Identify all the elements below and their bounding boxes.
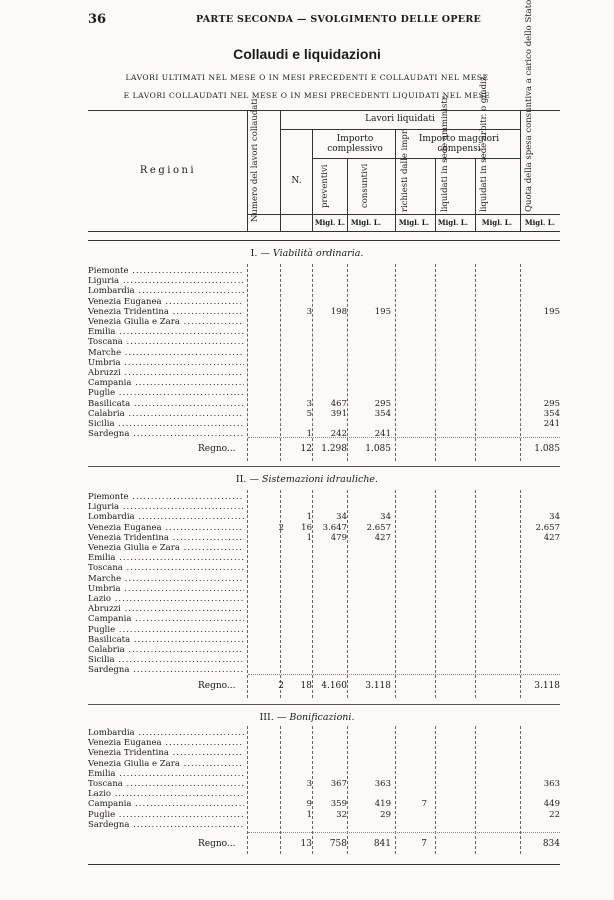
header-vline-2	[280, 110, 281, 231]
table-cell: 295	[374, 398, 391, 409]
total-cell: 7	[421, 839, 427, 849]
table-row	[88, 789, 560, 799]
header-lavori-liquidati: Lavori liquidati	[365, 114, 435, 124]
table-row	[88, 409, 560, 419]
table-row	[88, 358, 560, 368]
table-cell: 2.657	[366, 522, 391, 533]
table-cell: 363	[374, 779, 391, 789]
header-vline-3	[312, 129, 313, 231]
table-cell: 241	[374, 429, 391, 440]
header-vline-6	[435, 158, 436, 231]
table-cell: 3.647	[322, 522, 347, 533]
header-richiesti: richiesti dalle impr.	[400, 128, 410, 212]
region-name: Liguria .....	[88, 276, 244, 286]
region-name: Toscana .....	[88, 779, 244, 789]
region-name: Campania .....	[88, 614, 244, 624]
region-name: Venezia Giulia e Zara .....	[88, 759, 244, 769]
table-row	[88, 492, 560, 502]
total-cell: 1.085	[534, 444, 560, 454]
table-row	[88, 779, 560, 789]
page-number: 36	[88, 12, 107, 27]
section-top-rule	[88, 704, 560, 705]
region-name: Venezia Tridentina .....	[88, 307, 244, 317]
total-cell: 13	[300, 839, 312, 849]
table-cell: 359	[330, 799, 347, 810]
region-name: Marche .....	[88, 348, 244, 358]
table-row	[88, 748, 560, 758]
table-row	[88, 635, 560, 645]
header-top-rule	[88, 110, 560, 111]
table-cell: 3	[306, 306, 312, 317]
table-row	[88, 266, 560, 276]
region-name: Abruzzi .....	[88, 604, 244, 614]
table-cell: 367	[330, 779, 347, 789]
table-bottom-rule	[88, 864, 560, 865]
table-row	[88, 348, 560, 358]
table-cell: 29	[380, 809, 391, 820]
table-cell: 295	[543, 398, 560, 409]
header-importo-maggiori: Importo maggiori compensi	[418, 134, 500, 154]
region-name: Puglie .....	[88, 810, 244, 820]
table-cell: 32	[336, 809, 347, 820]
region-name: Venezia Euganea .....	[88, 297, 244, 307]
region-name: Sardegna .....	[88, 665, 244, 675]
table-cell: 16	[301, 522, 312, 533]
table-cell: 22	[549, 809, 560, 820]
table-row	[88, 399, 560, 409]
region-name: Venezia Euganea .....	[88, 523, 244, 533]
section-name: Bonificazioni.	[289, 712, 355, 723]
section-number: I. —	[250, 248, 270, 259]
total-cell: 1.085	[365, 444, 391, 454]
table-cell: 195	[543, 306, 560, 317]
region-name: Calabria .....	[88, 645, 244, 655]
table-row	[88, 728, 560, 738]
total-cell: 4.160	[321, 681, 347, 691]
page-title: Collaudi e liquidazioni	[233, 46, 381, 62]
region-name: Lombardia .....	[88, 728, 244, 738]
table-row	[88, 533, 560, 543]
table-cell: 3	[306, 398, 312, 409]
region-name: Sicilia .....	[88, 419, 244, 429]
table-row	[88, 337, 560, 347]
total-row	[88, 680, 560, 692]
region-name: Umbria .....	[88, 584, 244, 594]
region-name: Sardegna .....	[88, 429, 244, 439]
section-top-rule	[88, 466, 560, 467]
region-name: Toscana .....	[88, 563, 244, 573]
region-name: Basilicata .....	[88, 635, 244, 645]
table-cell: 354	[543, 408, 560, 419]
table-row	[88, 563, 560, 573]
table-row	[88, 297, 560, 307]
section-number: III. —	[259, 712, 287, 723]
region-name: Venezia Tridentina .....	[88, 748, 244, 758]
table-row	[88, 759, 560, 769]
section-title	[0, 474, 614, 485]
table-cell: 467	[330, 398, 347, 409]
subtitle-line-1: LAVORI ULTIMATI NEL MESE O IN MESI PRECEDENTI E COLLAUDATI NEL MESE	[125, 73, 489, 82]
table-cell: 9	[306, 799, 312, 810]
table-row	[88, 378, 560, 388]
region-name: Emilia .....	[88, 553, 244, 563]
table-row	[88, 553, 560, 563]
table-row	[88, 574, 560, 584]
unit-preventivi: Migl. L.	[314, 218, 346, 227]
table-row	[88, 502, 560, 512]
section-title	[0, 712, 614, 723]
table-row	[88, 769, 560, 779]
region-name: Lazio .....	[88, 594, 244, 604]
region-name: Venezia Giulia e Zara .....	[88, 543, 244, 553]
region-name: Sardegna .....	[88, 820, 244, 830]
region-name: Venezia Giulia e Zara .....	[88, 317, 244, 327]
table-cell: 419	[374, 799, 391, 810]
total-separator	[248, 437, 560, 438]
table-row	[88, 307, 560, 317]
header-vline-8	[520, 110, 521, 231]
table-row	[88, 419, 560, 429]
table-row	[88, 276, 560, 286]
region-name: Basilicata .....	[88, 399, 244, 409]
total-separator	[248, 674, 560, 675]
total-label: Regno...	[198, 444, 236, 454]
total-cell: 18	[300, 681, 312, 691]
running-head: PARTE SECONDA — SVOLGIMENTO DELLE OPERE	[196, 14, 482, 25]
table-row	[88, 584, 560, 594]
table-row	[88, 388, 560, 398]
table-cell: 7	[421, 799, 427, 810]
table-row	[88, 738, 560, 748]
total-cell: 1.298	[321, 444, 347, 454]
header-bottom-rule	[88, 231, 560, 232]
region-name: Piemonte .....	[88, 492, 244, 502]
total-cell: 2	[278, 681, 284, 691]
region-name: Venezia Euganea .....	[88, 738, 244, 748]
section-number: II. —	[235, 474, 259, 485]
table-row	[88, 645, 560, 655]
table-cell: 241	[543, 419, 560, 429]
table-row	[88, 512, 560, 522]
region-name: Abruzzi .....	[88, 368, 244, 378]
table-row	[88, 799, 560, 809]
table-cell: 2.657	[535, 522, 560, 533]
region-name: Marche .....	[88, 574, 244, 584]
region-name: Calabria .....	[88, 409, 244, 419]
header-vline-5	[395, 129, 396, 231]
total-separator	[248, 832, 560, 833]
table-row	[88, 604, 560, 614]
total-cell: 3.118	[365, 681, 391, 691]
section-top-rule	[88, 240, 560, 241]
header-vline-4	[347, 158, 348, 231]
unit-liquidati-amm: Migl. L.	[437, 218, 469, 227]
table-row	[88, 614, 560, 624]
table-cell: 34	[336, 512, 347, 523]
unit-consuntivi: Migl. L.	[350, 218, 382, 227]
header-unit-rule	[248, 214, 560, 215]
region-name: Liguria .....	[88, 502, 244, 512]
unit-quota: Migl. L.	[524, 218, 556, 227]
table-cell: 2	[278, 522, 284, 533]
region-name: Sicilia .....	[88, 655, 244, 665]
table-cell: 354	[374, 408, 391, 419]
table-row	[88, 317, 560, 327]
header-regioni: Regioni	[139, 165, 197, 176]
total-cell: 834	[542, 839, 560, 849]
region-name: Umbria .....	[88, 358, 244, 368]
table-row	[88, 523, 560, 533]
table-cell: 5	[306, 408, 312, 419]
region-name: Venezia Tridentina .....	[88, 533, 244, 543]
unit-liquidati-arb: Migl. L.	[481, 218, 513, 227]
table-row	[88, 625, 560, 635]
subtitle-line-2: E LAVORI COLLAUDATI NEL MESE O IN MESI PRECEDENTI LIQUIDATI NEL MESE	[123, 91, 491, 100]
total-cell: 758	[329, 839, 347, 849]
table-cell: 1	[306, 512, 312, 523]
region-name: Lombardia .....	[88, 512, 244, 522]
table-row	[88, 810, 560, 820]
header-preventivi: preventivi	[320, 164, 330, 208]
region-name: Toscana .....	[88, 337, 244, 347]
region-name: Lazio .....	[88, 789, 244, 799]
table-row	[88, 820, 560, 830]
region-name: Piemonte .....	[88, 266, 244, 276]
table-cell: 198	[330, 306, 347, 317]
table-row	[88, 594, 560, 604]
section-name: Viabilità ordinaria.	[272, 248, 364, 259]
table-row	[88, 286, 560, 296]
total-label: Regno...	[198, 839, 236, 849]
table-cell: 1	[306, 532, 312, 543]
header-importo-complessivo: Importo complessivo	[327, 134, 383, 154]
header-quota: Quota della spesa consuntiva a carico dello Stato	[524, 0, 534, 212]
table-cell: 363	[543, 779, 560, 789]
region-name: Campania .....	[88, 799, 244, 809]
total-row	[88, 443, 560, 455]
table-cell: 3	[306, 779, 312, 789]
table-cell: 479	[330, 532, 347, 543]
table-row	[88, 327, 560, 337]
header-n: N.	[291, 176, 302, 186]
table-cell: 195	[374, 306, 391, 317]
total-label: Regno...	[198, 681, 236, 691]
header-consuntivi: consuntivi	[360, 163, 370, 209]
table-row	[88, 543, 560, 553]
table-cell: 391	[330, 408, 347, 419]
table-row	[88, 368, 560, 378]
table-cell: 34	[549, 512, 560, 523]
page-header	[88, 8, 560, 28]
header-vline-7	[475, 158, 476, 231]
table-row	[88, 655, 560, 665]
header-numero-collaudati: Numero del lavori collaudati	[250, 98, 260, 222]
total-row	[88, 838, 560, 850]
header-liquidati-arb: liquidati in sede arbitr. o giudiz.	[479, 74, 489, 212]
section-title	[0, 248, 614, 259]
region-name: Puglie .....	[88, 388, 244, 398]
table-cell: 449	[543, 799, 560, 810]
region-name: Emilia .....	[88, 327, 244, 337]
table-cell: 427	[374, 532, 391, 543]
region-name: Lombardia .....	[88, 286, 244, 296]
region-name: Puglie .....	[88, 625, 244, 635]
total-cell: 12	[300, 444, 312, 454]
table-cell: 242	[330, 429, 347, 440]
header-liquidati-amm: liquidati in sede amministr.	[440, 94, 450, 212]
table-cell: 34	[380, 512, 391, 523]
unit-richiesti: Migl. L.	[398, 218, 430, 227]
table-cell: 427	[543, 532, 560, 543]
table-cell: 1	[306, 429, 312, 440]
table-cell: 1	[306, 809, 312, 820]
region-name: Emilia .....	[88, 769, 244, 779]
region-name: Campania .....	[88, 378, 244, 388]
section-name: Sistemazioni idrauliche.	[262, 474, 379, 485]
total-cell: 3.118	[534, 681, 560, 691]
total-cell: 841	[373, 839, 391, 849]
